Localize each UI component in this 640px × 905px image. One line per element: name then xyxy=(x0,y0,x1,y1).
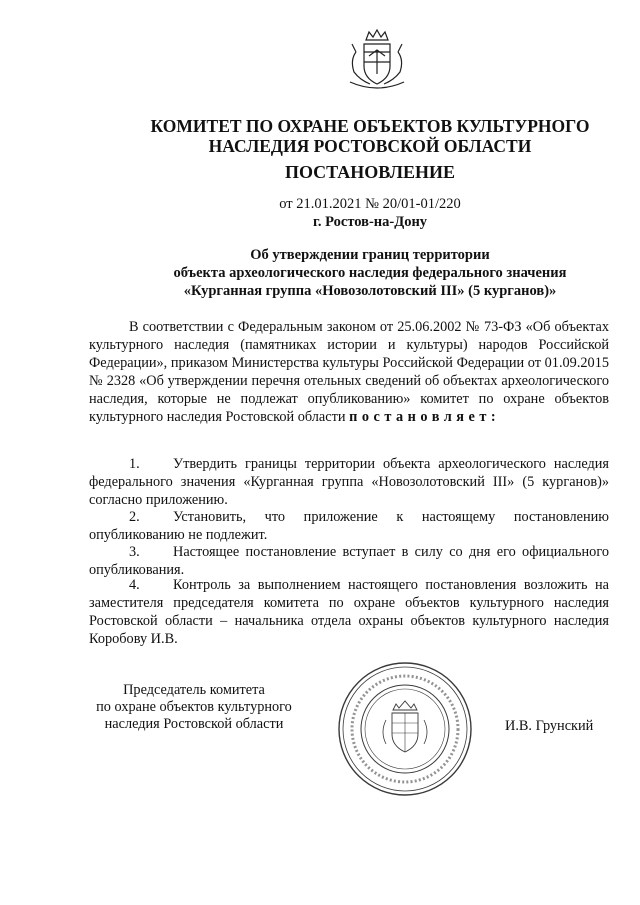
list-item xyxy=(89,508,609,544)
organization-name xyxy=(140,116,600,156)
subject-line2: объекта археологического наследия федерального значения xyxy=(173,265,567,281)
document-date-block xyxy=(140,195,600,231)
list-item-text: Утвердить границы территории объекта археологического наследия федерального значения «Курганная группа «Новозолотовский III» (5 курганов)» согласно приложению. xyxy=(89,456,609,508)
decree-word: постановляет: xyxy=(349,409,501,425)
subject-line1: Об утверждении границ территории xyxy=(250,247,490,263)
preamble-paragraph xyxy=(89,318,609,426)
signatory-title-line1: Председатель комитета xyxy=(123,682,265,698)
list-item-number: 4. xyxy=(129,577,140,593)
list-item-number: 3. xyxy=(129,544,140,560)
list-item-text: Контроль за выполнением настоящего постановления возложить на заместителя председателя комитета по охране объектов культурного наследия Ростовской области – начальника отдела охраны объектов культурного наследия Коробову И.В. xyxy=(89,577,609,647)
list-item-number: 2. xyxy=(129,509,140,525)
document-date-number: от 21.01.2021 № 20/01-01/220 xyxy=(279,196,461,212)
signatory-title xyxy=(88,682,300,733)
signatory-title-line3: наследия Ростовской области xyxy=(104,716,284,732)
subject-line3: «Курганная группа «Новозолотовский III» (5 курганов)» xyxy=(183,283,557,299)
list-item-number: 1. xyxy=(129,456,140,472)
list-item-text: Настоящее постановление вступает в силу со дня его официального опубликования. xyxy=(89,544,609,578)
official-seal-icon xyxy=(336,660,474,798)
list-item xyxy=(89,576,609,648)
document-city: г. Ростов-на-Дону xyxy=(312,214,428,230)
preamble-text: В соответствии с Федеральным законом от 25.06.2002 № 73-ФЗ «Об объектах культурного наследия (памятниках истории и культуры) народов Российской Федерации», приказом Министерства культуры Российской Федерации от 01.09.2015 № 2328 «Об утверждении перечня отельных сведений об объектах археологического наследия, которые не подлежат опубликованию» комитет по охране объектов культурного наследия Ростовской области xyxy=(89,319,609,425)
organization-name-line1: КОМИТЕТ ПО ОХРАНЕ ОБЪЕКТОВ КУЛЬТУРНОГО xyxy=(150,116,590,136)
coat-of-arms-icon xyxy=(342,22,412,94)
organization-name-line2: НАСЛЕДИЯ РОСТОВСКОЙ ОБЛАСТИ xyxy=(208,136,532,156)
document-type: ПОСТАНОВЛЕНИЕ xyxy=(284,162,456,182)
signatory-name: И.В. Грунский xyxy=(505,718,594,734)
list-item-text: Установить, что приложение к настоящему постановлению опубликованию не подлежит. xyxy=(89,509,609,543)
list-item xyxy=(89,543,609,579)
signatory-title-line2: по охране объектов культурного xyxy=(96,699,292,715)
document-subject xyxy=(140,246,600,300)
list-item xyxy=(89,455,609,509)
